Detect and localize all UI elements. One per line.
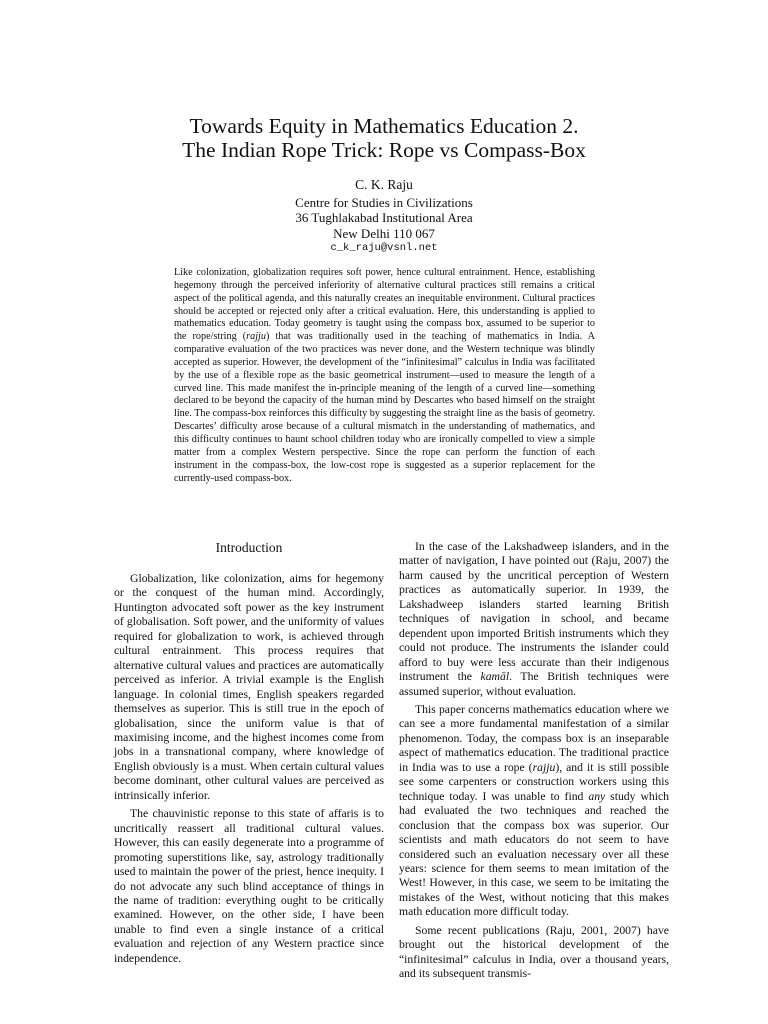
left-paragraph-1: Globalization, like colonization, aims for hegemony or the conquest of the human mind. Accordingly, Huntington advocated soft power as the key instrument of globalisation. Soft power, and the uniformity of values required for globalization to work, is achieved through cultural entrainment. This process requires that alternative cultural values and practices are automatically perceived as inferior. A trivial example is the English language. In colonial times, English speakers regarded themselves as superior. This is still true in the epoch of globalisation, since the uniform value is that of maximising income, and the highest incomes come from jobs in a transnational company, where knowledge of English obviously is a must. When certain cultural values become dominant, other cultural values are perceived as intrinsically inferior. <box>114 572 384 802</box>
right-p1-kamal: kamāl <box>480 670 510 684</box>
right-paragraph-3: Some recent publications (Raju, 2001, 2007) have brought out the historical development of the “infinitesimal” calculus in India, over a thousand years, and its subsequent transmis- <box>399 923 669 981</box>
right-p2-text-1: This paper concerns mathematics education where we can see a more fundamental manifestation of a similar phenomenon. Today, the compass box is an inseparable aspect of mathematics education. The traditional practice in India was to use a rope ( <box>399 702 669 774</box>
left-column <box>114 540 384 970</box>
abstract-text-2: ) that was traditionally used in the teaching of mathematics in India. A comparative evaluation of the two practices was never done, and the Western technique was blindly accepted as superior. However, the development of the “infinitesimal” calculus in India was facilitated by the use of a flexible rope as the basic geometrical instrument—used to measure the length of a curved line. This made manifest the in-principle meaning of the length of a curved line—something declared to be beyond the capacity of the human mind by Descartes who based himself on the straight line. The compass-box reinforces this difficulty by suggesting the straight line as the basis of geometry. Descartes’ difficulty arose because of a cultural mismatch in the understanding of mathematics, and this difficulty continues to haunt school children today who are ironically compelled to view a simple matter from a complex Western perspective. Since the rope can perform the function of each instrument in the compass-box, the low-cost rope is suggested as a superior replacement for the currently-used compass-box. <box>174 331 596 484</box>
right-p2-text-3: study which had evaluated the two techniques and reached the conclusion that the compass box was superior. Our scientists and math educators do not seem to have considered such an evaluation necessary over all these years: science for them seems to mean imitation of the West! However, in this case, we seem to be imitating the mistakes of the West, without noticing that this makes math education more difficult today. <box>399 789 670 919</box>
right-p1-text-2: . The British techniques were assumed superior, without evaluation. <box>399 670 669 698</box>
title-line-1: Towards Equity in Mathematics Education 2. <box>189 114 579 138</box>
right-paragraph-2 <box>399 703 669 920</box>
affiliation-line-1: Centre for Studies in Civilizations <box>295 194 473 210</box>
right-p2-text-2: ), and it is still possible see some carpenters or construction workers using this technique today. I was unable to find <box>399 760 669 803</box>
abstract-text-1: Like colonization, globalization requires soft power, hence cultural entrainment. Hence, establishing hegemony through the perceived inferiority of alternative cultural practices still remains a critical aspect of the political agenda, and this naturally creates an inequitable environment. Cultural practices should be accepted or rejected only after a critical evaluation. Here, this understanding is applied to mathematics education. Today geometry is taught using the compass box, assumed to be superior to the rope/string ( <box>174 267 595 343</box>
affiliation-line-3: New Delhi 110 067 <box>333 225 435 241</box>
author-email[interactable]: c_k_raju@vsnl.net <box>330 242 438 254</box>
abstract <box>174 267 595 485</box>
right-p2-rajju: rajju <box>532 760 556 774</box>
author-name: C. K. Raju <box>355 177 413 192</box>
right-p1-text-1: In the case of the Lakshadweep islanders, and in the matter of navigation, I have pointed out (Raju, 2007) the harm caused by the uncritical perception of Western practices as automatically superior. In 1939, the Lakshadweep islanders started learning British techniques of navigation in school, and became dependent upon imported British instruments which they could not produce. The instruments the islander could afford to buy were less accurate than their indigenous instrument the <box>399 540 669 684</box>
right-paragraph-1 <box>399 540 669 699</box>
author-block <box>184 177 584 257</box>
affiliation-line-2: 36 Tughlakabad Institutional Area <box>295 210 473 225</box>
title-line-2: The Indian Rope Trick: Rope vs Compass-Box <box>182 138 586 162</box>
abstract-rajju: rajju <box>246 331 266 343</box>
right-column <box>399 540 669 986</box>
paper-title <box>100 114 668 162</box>
left-paragraph-2: The chauvinistic reponse to this state of affaris is to uncritically reassert all traditional cultural values. However, this can easily degenerate into a programme of promoting superstitions like, say, astrology traditionally used to maintain the power of the priest, hence inequity. I do not advocate any such blind acceptance of things in the name of tradition: everything ought to be critically examined. However, on the other side, I have been unable to find even a single instance of a critical evaluation and rejection of any Western practice since independence. <box>114 807 384 965</box>
section-heading-introduction: Introduction <box>215 540 283 555</box>
right-p2-any: any <box>588 789 606 803</box>
